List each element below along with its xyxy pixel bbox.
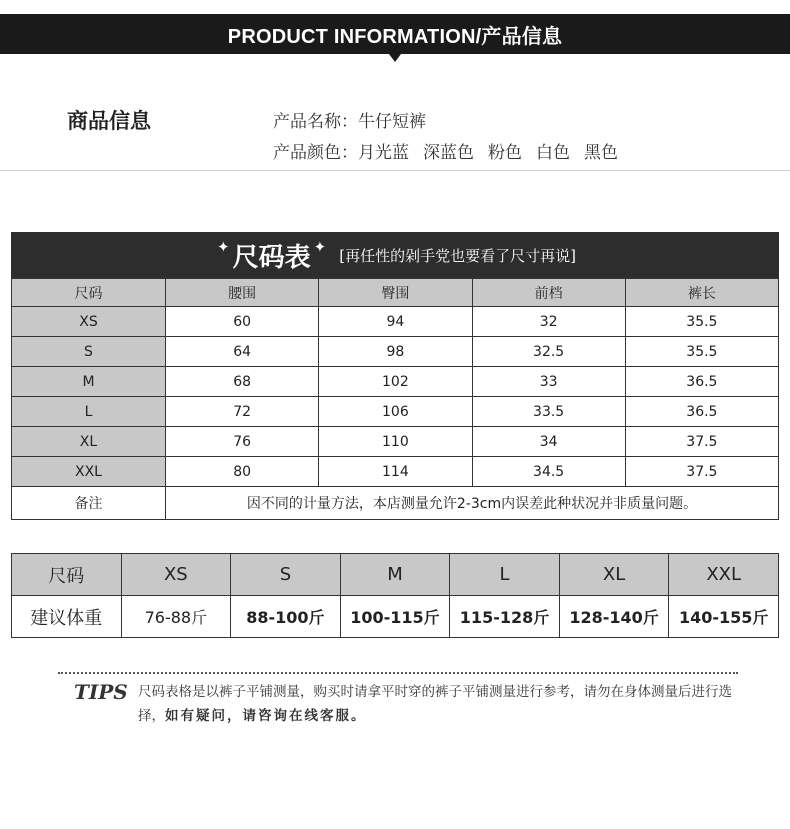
tips-bold: 如有疑问，请咨询在线客服。 [165,708,367,724]
sparkle-icon: ✦ [217,238,230,256]
product-name-label: 产品名称： [273,112,358,132]
weight-cell: 88-100斤 [231,596,341,638]
table-cell: 36.5 [625,397,778,427]
weight-size-label: 尺码 [12,554,122,596]
table-cell: 33 [472,367,625,397]
table-cell: 94 [319,307,472,337]
column-header: 腰围 [166,279,319,307]
weight-size-cell: L [450,554,560,596]
table-cell: 106 [319,397,472,427]
column-header: 前档 [472,279,625,307]
table-cell: 110 [319,427,472,457]
size-chart-title: 尺码表 [232,242,311,273]
size-chart-header [11,232,779,278]
table-cell: 35.5 [625,337,778,367]
table-cell: 34 [472,427,625,457]
weight-chart [11,553,779,638]
table-header-row [12,279,779,307]
product-name-line [273,107,426,132]
table-cell: 36.5 [625,367,778,397]
product-name-value: 牛仔短裤 [358,112,426,132]
table-cell: 32.5 [472,337,625,367]
table-row [12,307,779,337]
table-row [12,367,779,397]
weight-table [11,553,779,638]
banner-title: PRODUCT INFORMATION/产品信息 [227,25,563,48]
weight-cell: 76-88斤 [121,596,231,638]
table-cell: 35.5 [625,307,778,337]
weight-label: 建议体重 [12,596,122,638]
color-value: 白色 [536,143,570,163]
note-label: 备注 [12,487,166,520]
table-cell: 60 [166,307,319,337]
table-cell: 76 [166,427,319,457]
weight-size-cell: M [340,554,450,596]
weight-size-cell: XS [121,554,231,596]
table-row [12,397,779,427]
table-cell: 80 [166,457,319,487]
color-value: 深蓝色 [423,143,474,163]
weight-size-cell: XL [559,554,669,596]
table-cell: 102 [319,367,472,397]
color-value: 月光蓝 [358,143,409,163]
weight-size-cell: XXL [669,554,779,596]
weight-cell: 128-140斤 [559,596,669,638]
size-chart [11,232,779,520]
table-cell: 37.5 [625,427,778,457]
column-header: 臀围 [319,279,472,307]
weight-cell: 115-128斤 [450,596,560,638]
table-cell: 98 [319,337,472,367]
product-color-line [273,138,632,163]
size-cell: XXL [12,457,166,487]
column-header: 尺码 [12,279,166,307]
table-cell: 64 [166,337,319,367]
sparkle-icon: ✦ [313,238,327,256]
weight-size-row [12,554,779,596]
size-table [11,278,779,520]
size-cell: L [12,397,166,427]
size-cell: XL [12,427,166,457]
table-row [12,457,779,487]
table-cell: 114 [319,457,472,487]
column-header: 裤长 [625,279,778,307]
section-divider [0,170,790,171]
note-text: 因不同的计量方法，本店测量允许2-3cm内误差此种状况并非质量问题。 [166,487,779,520]
note-row [12,487,779,520]
color-value: 黑色 [584,143,618,163]
weight-cell: 140-155斤 [669,596,779,638]
table-row [12,427,779,457]
table-cell: 68 [166,367,319,397]
info-heading: 商品信息 [67,109,151,133]
product-color-label: 产品颜色： [273,143,358,163]
size-cell: S [12,337,166,367]
size-cell: M [12,367,166,397]
banner-pointer [389,54,401,62]
table-row [12,337,779,367]
tips-label: TIPS [74,680,128,704]
color-value: 粉色 [488,143,522,163]
size-cell: XS [12,307,166,337]
header-banner [0,14,790,54]
table-cell: 72 [166,397,319,427]
tips-body: 尺码表格是以裤子平铺测量，购买时请拿平时穿的裤子平铺测量进行参考，请勿在身体测量后进行选择， [138,684,732,724]
table-cell: 32 [472,307,625,337]
table-cell: 33.5 [472,397,625,427]
weight-size-cell: S [231,554,341,596]
size-chart-subtitle: [再任性的剁手党也要看了尺寸再说] [339,246,576,265]
weight-value-row [12,596,779,638]
tips-text [138,680,738,728]
table-cell: 34.5 [472,457,625,487]
table-cell: 37.5 [625,457,778,487]
weight-cell: 100-115斤 [340,596,450,638]
dotted-divider [58,672,738,674]
